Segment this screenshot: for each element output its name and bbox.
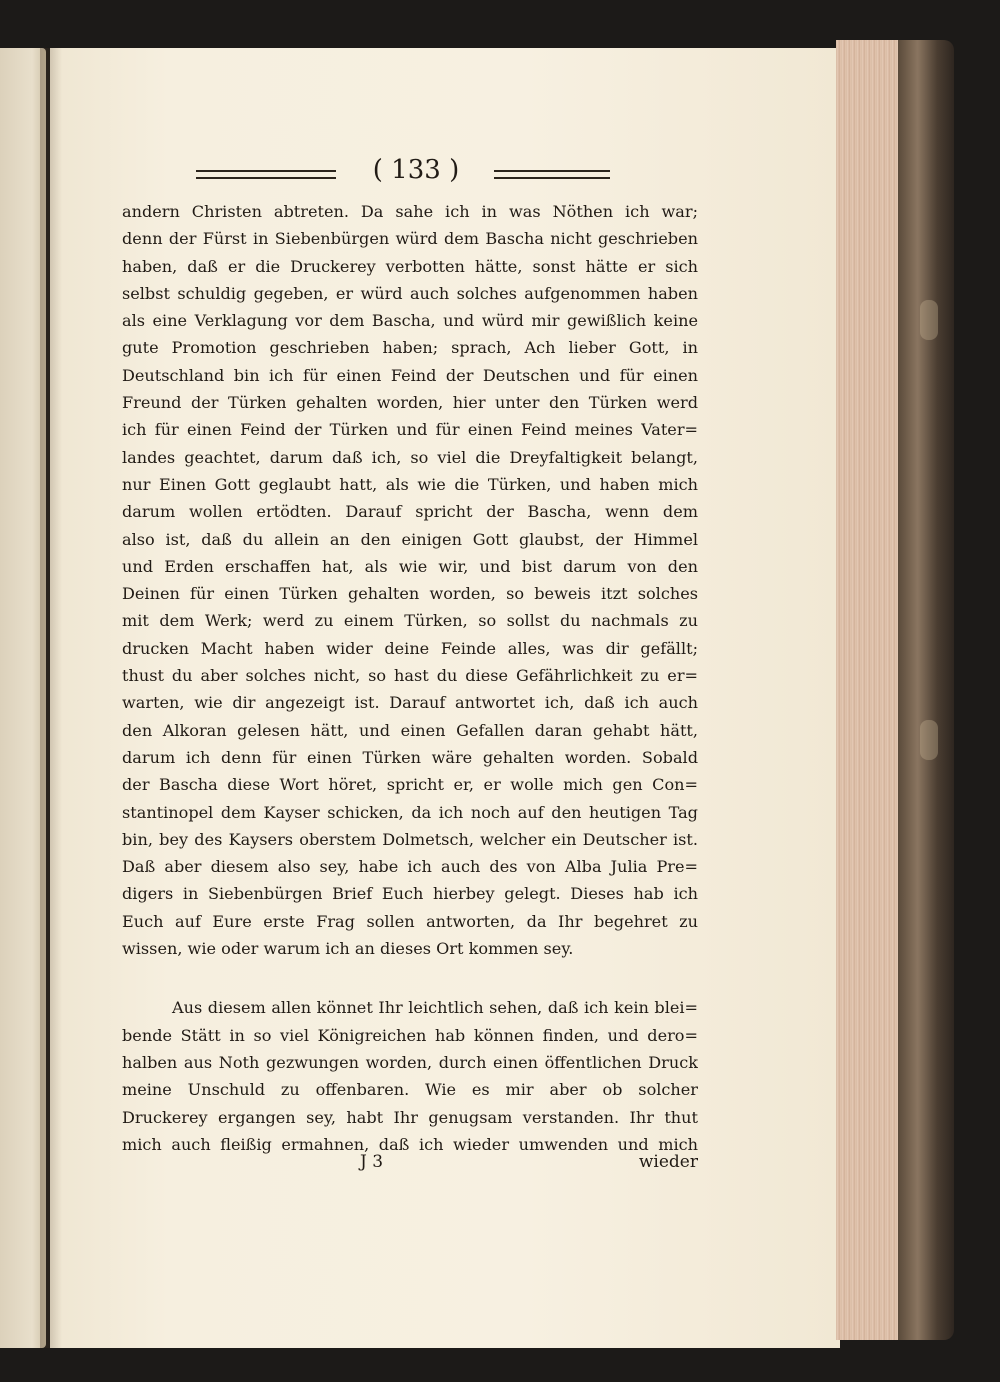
text-line: landes geachtet, darum daß ich, so viel die Dreyfaltigkeit belangt, xyxy=(122,447,698,467)
spine-shadow xyxy=(40,48,62,1348)
text-line: wissen, wie oder warum ich an dieses Ort kommen sey. xyxy=(122,939,574,959)
header-rule-right xyxy=(494,170,610,179)
paragraph-2 xyxy=(122,994,698,1158)
text-line: nur Einen Gott geglaubt hatt, als wie die Türken, und haben mich xyxy=(122,474,698,494)
paragraph-gap xyxy=(122,962,698,994)
page-number: ( 133 ) xyxy=(372,155,460,185)
text-line: mit dem Werk; werd zu einem Türken, so sollst du nachmals zu xyxy=(122,611,698,631)
cover-wear-mark xyxy=(920,720,938,760)
text-line: warten, wie dir angezeigt ist. Darauf antwortet ich, daß ich auch xyxy=(122,693,698,713)
paragraph-1 xyxy=(122,198,698,962)
text-line: denn der Fürst in Siebenbürgen würd dem Bascha nicht geschrieben xyxy=(122,229,698,249)
text-line: thust du aber solches nicht, so hast du diese Gefährlichkeit zu er= xyxy=(122,666,698,686)
text-line: digers in Siebenbürgen Brief Euch hierbey gelegt. Dieses hab ich xyxy=(122,884,698,904)
text-line: ich für einen Feind der Türken und für einen Feind meines Vater= xyxy=(122,420,698,440)
text-line: darum ich denn für einen Türken wäre gehalten worden. Sobald xyxy=(122,747,698,767)
text-line: also ist, daß du allein an den einigen Gott glaubst, der Himmel xyxy=(122,529,698,549)
text-line: stantinopel dem Kayser schicken, da ich noch auf den heutigen Tag xyxy=(122,802,698,822)
text-line: gute Promotion geschrieben haben; sprach, Ach lieber Gott, in xyxy=(122,338,698,358)
text-line: der Bascha diese Wort höret, spricht er, er wolle mich gen Con= xyxy=(122,775,698,795)
text-line: andern Christen abtreten. Da sahe ich in was Nöthen ich war; xyxy=(122,202,698,221)
text-line: selbst schuldig gegeben, er würd auch solches aufgenommen haben xyxy=(122,283,698,303)
text-line: bende Stätt in so viel Königreichen hab können finden, und dero= xyxy=(122,1025,698,1045)
text-line: Daß aber diesem also sey, habe ich auch des von Alba Julia Pre= xyxy=(122,857,698,877)
text-line: drucken Macht haben wider deine Feinde alles, was dir gefällt; xyxy=(122,638,698,658)
text-line: den Alkoran gelesen hätt, und einen Gefallen daran gehabt hätt, xyxy=(122,720,698,740)
book-cover xyxy=(898,40,954,1340)
page-block-edge xyxy=(836,40,900,1340)
text-line: meine Unschuld zu offenbaren. Wie es mir aber ob solcher xyxy=(122,1080,698,1100)
catchword: wieder xyxy=(638,1152,698,1172)
text-line: und Erden erschaffen hat, als wie wir, und bist darum von den xyxy=(122,556,698,576)
text-line: Deinen für einen Türken gehalten worden, so beweis itzt solches xyxy=(122,584,698,604)
cover-wear-mark xyxy=(920,300,938,340)
text-block xyxy=(122,198,698,1158)
text-line: Freund der Türken gehalten worden, hier unter den Türken werd xyxy=(122,393,698,413)
text-line: Euch auf Eure erste Frag sollen antworten, da Ihr begehret zu xyxy=(122,911,698,931)
text-line: bin, bey des Kaysers oberstem Dolmetsch, welcher ein Deutscher ist. xyxy=(122,829,698,849)
text-line: mich auch fleißig ermahnen, daß ich wieder umwenden und mich xyxy=(122,1134,698,1154)
text-line: Deutschland bin ich für einen Feind der Deutschen und für einen xyxy=(122,365,698,385)
text-line: halben aus Noth gezwungen worden, durch einen öffentlichen Druck xyxy=(122,1052,698,1072)
text-line: als eine Verklagung vor dem Bascha, und würd mir gewißlich keine xyxy=(122,311,698,331)
text-line: darum wollen ertödten. Darauf spricht der Bascha, wenn dem xyxy=(122,502,698,522)
page-header xyxy=(196,155,616,195)
text-line: haben, daß er die Druckerey verbotten hätte, sonst hätte er sich xyxy=(122,256,698,276)
page-footer xyxy=(360,1152,698,1182)
header-rule-left xyxy=(196,170,336,179)
text-line: Druckerey ergangen sey, habt Ihr genugsam verstanden. Ihr thut xyxy=(122,1107,698,1127)
text-line: Aus diesem allen könnet Ihr leichtlich sehen, daß ich kein blei= xyxy=(172,998,698,1018)
signature-mark: J 3 xyxy=(360,1152,384,1172)
